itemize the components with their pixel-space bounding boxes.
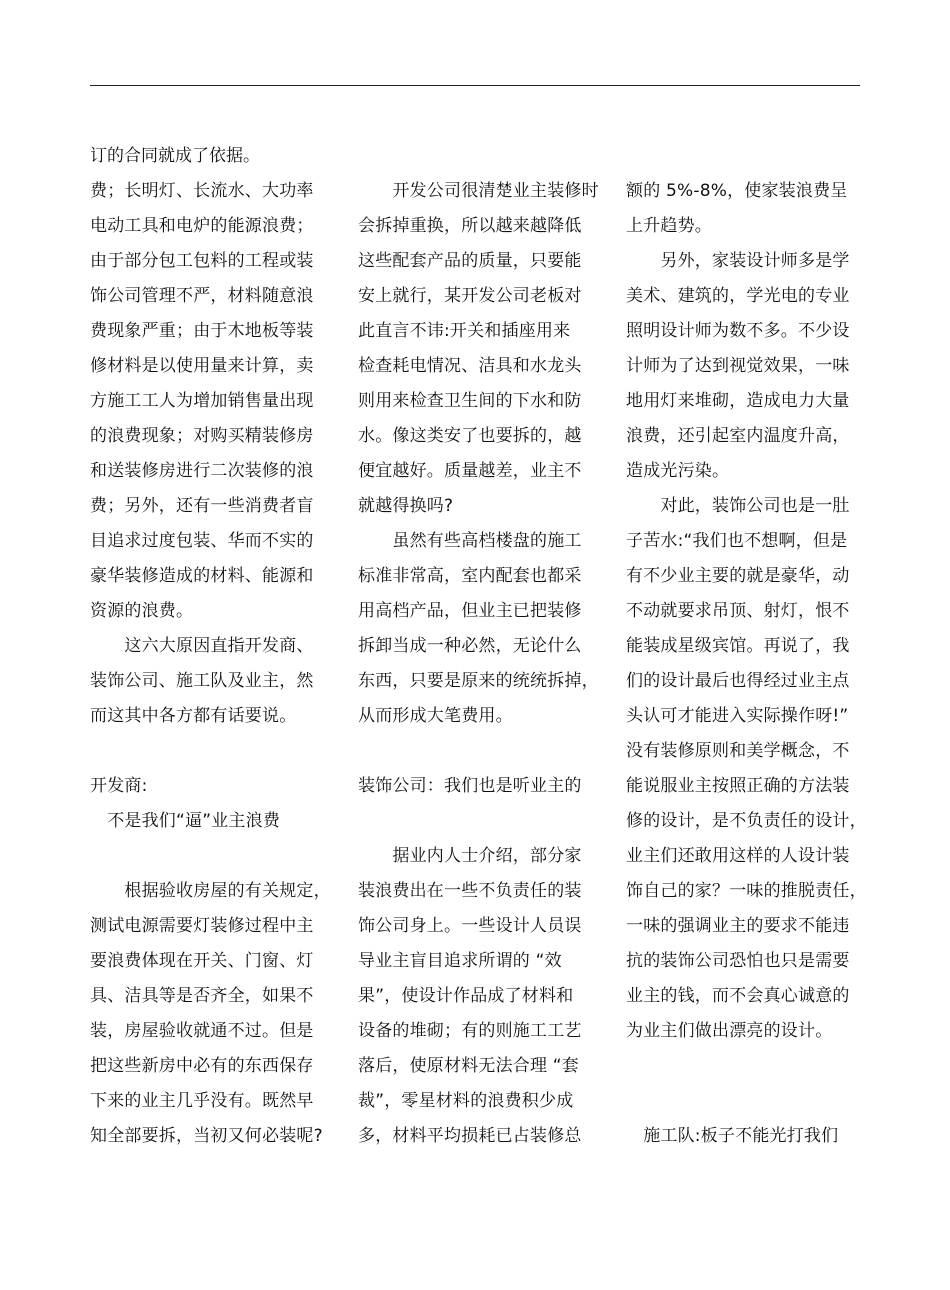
column-1-body — [90, 209, 336, 1154]
column-3-line: 有不少业主要的就是豪华，动 — [626, 566, 850, 586]
column-2-line: 设备的堆砌；有的则施工工艺 — [358, 1021, 582, 1041]
column-1-line: 和送装修房进行二次装修的浪 — [90, 461, 314, 481]
column-1-line: 开发商: — [90, 776, 148, 796]
column-3 — [626, 174, 872, 1154]
column-3-line: 浪费，还引起室内温度升高， — [626, 426, 850, 446]
column-2-line: 则用来检查卫生间的下水和防 — [358, 391, 582, 411]
column-2-line: 便宜越好。质量越差，业主不 — [358, 461, 582, 481]
column-1 — [90, 174, 336, 1154]
column-1-line: 目追求过度包装、华而不实的 — [90, 531, 314, 551]
intro-line: 订的合同就成了依据。 — [90, 146, 260, 166]
column-2-line: 裁”，零星材料的浪费积少成 — [358, 1091, 574, 1111]
column-2-line: 从而形成大笔费用。 — [358, 706, 513, 726]
column-3-line: 业主们还敢用这样的人设计装 — [626, 846, 850, 866]
column-1-line: 知全部要拆，当初又何必装呢? — [90, 1126, 323, 1146]
column-1-line: 具、洁具等是否齐全，如果不 — [90, 986, 314, 1006]
column-2-line: 标准非常高，室内配套也都采 — [358, 566, 582, 586]
column-2-line: 此直言不讳:开关和插座用来 — [358, 321, 571, 341]
column-2-line: 多，材料平均损耗已占装修总 — [358, 1126, 582, 1146]
column-3-line: 饰自己的家？一味的推脱责任， — [626, 881, 867, 901]
column-1-line: 豪华装修造成的材料、能源和 — [90, 566, 314, 586]
column-3-line: 另外，家装设计师多是学 — [626, 251, 850, 271]
column-3-line: 能装成星级宾馆。再说了，我 — [626, 636, 850, 656]
column-3-line: 对此，装饰公司也是一肚 — [626, 496, 850, 516]
column-3-body — [626, 174, 872, 1154]
column-3-line: 地用灯来堆砌，造成电力大量 — [626, 391, 850, 411]
column-2-line: 水。像这类安了也要拆的，越 — [358, 426, 582, 446]
column-3-line — [626, 1049, 872, 1084]
column-3-line: 计师为了达到视觉效果，一味 — [626, 356, 850, 376]
column-1-line: 费现象严重；由于木地板等装 — [90, 321, 314, 341]
column-1-line: 资源的浪费。 — [90, 601, 194, 621]
column-3-line: 修的设计，是不负责任的设计， — [626, 811, 867, 831]
column-1-line: 装，房屋验收就通不过。但是 — [90, 1021, 314, 1041]
column-2 — [358, 174, 604, 1154]
column-1-line: 方施工工人为增加销售量出现 — [90, 391, 314, 411]
column-3-line: 施工队:板子不能光打我们 — [626, 1126, 839, 1146]
column-2-line: 会拆掉重换，所以越来越降低 — [358, 216, 582, 236]
column-1-line: 电动工具和电炉的能源浪费； — [90, 216, 314, 236]
column-2-line: 安上就行，某开发公司老板对 — [358, 286, 582, 306]
column-3-line: 美术、建筑的，学光电的专业 — [626, 286, 850, 306]
column-2-line: 虽然有些高档楼盘的施工 — [358, 531, 582, 551]
column-3-line: 额的 5%-8%，使家装浪费呈 — [626, 181, 848, 201]
header-rule — [90, 85, 860, 86]
column-1-line: 把这些新房中必有的东西保存 — [90, 1056, 314, 1076]
column-1-line: 由于部分包工包料的工程或装 — [90, 251, 314, 271]
column-3-line: 们的设计最后也得经过业主点 — [626, 671, 850, 691]
column-1-line-1-part-a: 费；长明灯、长 — [90, 181, 211, 201]
column-1-line: 的浪费现象；对购买精装修房 — [90, 426, 314, 446]
column-1-line: 要浪费体现在开关、门窗、灯 — [90, 951, 314, 971]
column-1-line — [90, 839, 336, 874]
column-1-line: 饰公司管理不严，材料随意浪 — [90, 286, 314, 306]
column-3-line: 不动就要求吊顶、射灯，恨不 — [626, 601, 850, 621]
column-3-line: 为业主们做出漂亮的设计。 — [626, 1021, 833, 1041]
column-3-line: 能说服业主按照正确的方法装 — [626, 776, 850, 796]
column-3-line: 抗的装饰公司恐怕也只是需要 — [626, 951, 850, 971]
column-3-line: 一味的强调业主的要求不能违 — [626, 916, 850, 936]
column-1-line-1-part-b: 流水、大功率 — [210, 181, 314, 201]
column-1-line: 测试电源需要灯装修过程中主 — [90, 916, 314, 936]
column-2-line: 导业主盲目追求所谓的 “效 — [358, 951, 562, 971]
column-1-line: 这六大原因直指开发商、 — [90, 636, 314, 656]
column-3-line: 业主的钱，而不会真心诚意的 — [626, 986, 850, 1006]
column-2-line: 果”，使设计作品成了材料和 — [358, 986, 574, 1006]
column-1-line — [90, 734, 336, 769]
column-1-line: 下来的业主几乎没有。既然早 — [90, 1091, 314, 1111]
column-2-line — [358, 734, 604, 769]
column-3-line: 没有装修原则和美学概念，不 — [626, 741, 850, 761]
column-1-line: 修材料是以使用量来计算，卖 — [90, 356, 314, 376]
column-2-line: 落后，使原材料无法合理 “套 — [358, 1056, 580, 1076]
column-3-line — [626, 1084, 872, 1119]
column-2-line: 用高档产品，但业主已把装修 — [358, 601, 582, 621]
column-1-line: 不是我们“逼”业主浪费 — [90, 811, 281, 831]
column-1-line: 装饰公司、施工队及业主，然 — [90, 671, 314, 691]
column-2-line: 开发公司很清楚业主装修时 — [358, 181, 599, 201]
column-1-line — [90, 174, 336, 209]
column-2-line: 饰公司身上。一些设计人员误 — [358, 916, 582, 936]
column-1-line: 费；另外，还有一些消费者盲 — [90, 496, 314, 516]
column-2-line: 这些配套产品的质量，只要能 — [358, 251, 582, 271]
column-3-line: 上升趋势。 — [626, 216, 712, 236]
column-2-line — [358, 804, 604, 839]
column-3-line: 头认可才能进入实际操作呀!” — [626, 706, 849, 726]
column-1-line: 而这其中各方都有话要说。 — [90, 706, 297, 726]
column-2-line: 装浪费出在一些不负责任的装 — [358, 881, 582, 901]
column-2-line: 东西，只要是原来的统统拆掉， — [358, 671, 599, 691]
column-2-line: 拆卸当成一种必然，无论什么 — [358, 636, 582, 656]
column-3-line: 子苦水:“我们也不想啊，但是 — [626, 531, 848, 551]
column-2-body — [358, 174, 604, 1154]
column-2-line: 据业内人士介绍，部分家 — [358, 846, 582, 866]
column-1-line: 根据验收房屋的有关规定， — [90, 881, 331, 901]
column-3-line: 造成光污染。 — [626, 461, 730, 481]
column-2-line: 检查耗电情况、洁具和水龙头 — [358, 356, 582, 376]
column-2-line: 装饰公司：我们也是听业主的 — [358, 776, 582, 796]
column-2-line: 就越得换吗? — [358, 496, 454, 516]
column-3-line: 照明设计师为数不多。不少设 — [626, 321, 850, 341]
